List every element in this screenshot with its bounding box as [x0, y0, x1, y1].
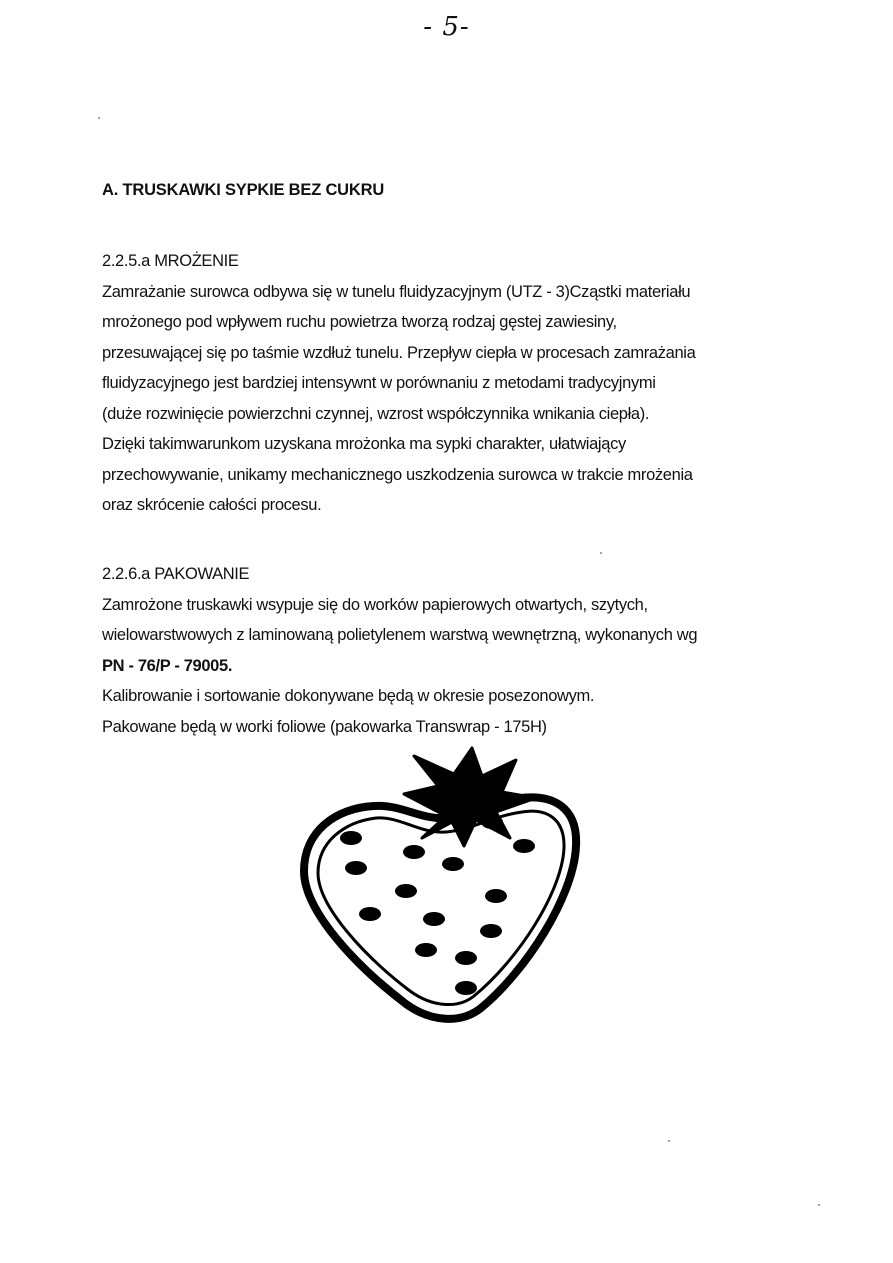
paragraph-line: przesuwającej się po taśmie wzdłuż tunelu. Przepływ ciepła w procesach zamrażania — [102, 343, 696, 362]
paragraph-line: Zamrożone truskawki wsypuje się do worków papierowych otwartych, szytych, — [102, 595, 648, 614]
section-packing — [102, 559, 802, 742]
paragraph-line: (duże rozwinięcie powierzchni czynnej, wzrost współczynnika wnikania ciepła). — [102, 404, 650, 423]
scan-speck — [668, 1140, 670, 1142]
paragraph-line: oraz skrócenie całości procesu. — [102, 496, 322, 514]
paragraph-line: Kalibrowanie i sortowanie dokonywane będą w okresie posezonowym. — [102, 687, 595, 705]
paragraph-line: Zamrażanie surowca odbywa się w tunelu fluidyzacyjnym (UTZ - 3)Cząstki materiału — [102, 282, 691, 301]
paragraph-line: fluidyzacyjnego jest bardziej intensywnt w porównaniu z metodami tradycyjnymi — [102, 374, 656, 392]
paragraph-line: mrożonego pod wpływem ruchu powietrza tworzą rodzaj gęstej zawiesiny, — [102, 313, 617, 331]
section-title: 2.2.5.a MROŻENIE — [102, 252, 239, 270]
section-freezing — [102, 246, 802, 521]
scan-speck — [600, 552, 602, 554]
scan-speck — [818, 1204, 820, 1206]
paragraph-line: przechowywanie, unikamy mechanicznego uszkodzenia surowca w trakcie mrożenia — [102, 465, 693, 484]
section-title: 2.2.6.a PAKOWANIE — [102, 565, 250, 583]
page-number: - 5- — [423, 12, 470, 42]
document-heading: A. TRUSKAWKI SYPKIE BEZ CUKRU — [102, 181, 385, 199]
scan-speck — [98, 117, 100, 119]
paragraph-line: Pakowane będą w worki foliowe (pakowarka Transwrap - 175H) — [102, 717, 547, 736]
strawberry-icon — [296, 746, 586, 1024]
norm-reference: PN - 76/P - 79005. — [102, 656, 233, 675]
paragraph-line: Dzięki takimwarunkom uzyskana mrożonka ma sypki charakter, ułatwiający — [102, 435, 626, 453]
paragraph-line: wielowarstwowych z laminowaną polietylenem warstwą wewnętrzną, wykonanych wg — [102, 626, 698, 644]
